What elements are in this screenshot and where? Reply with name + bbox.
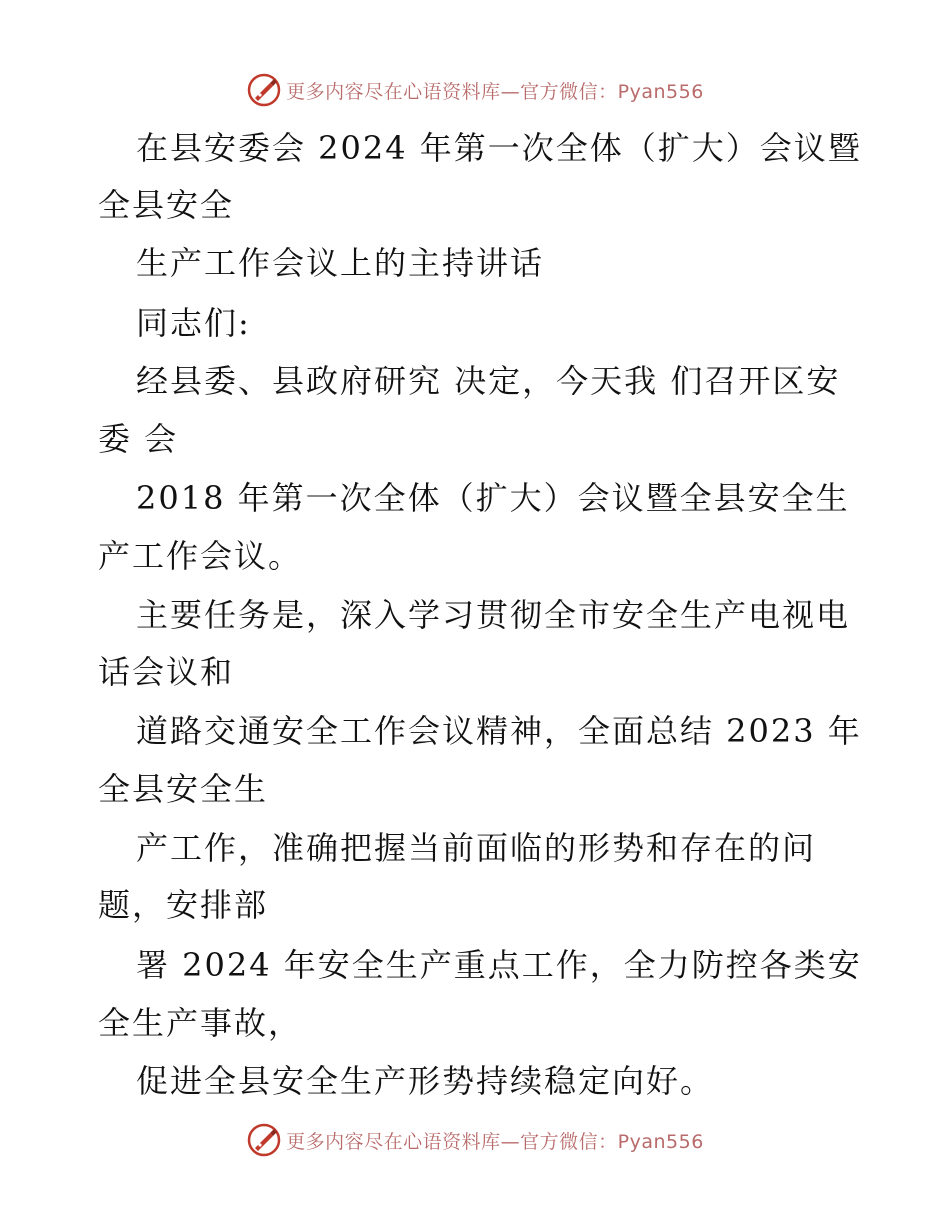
text-line: 主要任务是，深入学习贯彻全市安全生产电视电 (136, 596, 851, 634)
text-line: 促进全县安全生产形势持续稳定向好。 (136, 1062, 715, 1100)
text-line: 委 会 (98, 420, 179, 458)
text-line: 产工作会议。 (98, 537, 303, 575)
text-line: 话会议和 (98, 653, 235, 691)
footer-watermark (0, 1120, 950, 1160)
pen-nib-circle-icon (246, 72, 282, 108)
text-line: 全县安全 (98, 186, 235, 224)
text-line: 生产工作会议上的主持讲话 (136, 244, 545, 282)
text-line: 全生产事故， (98, 1004, 303, 1042)
text-line: 在县安委会 2024 年第一次全体（扩大）会议暨 (136, 129, 862, 167)
watermark-text: 更多内容尽在心语资料库—官方微信：Pyan556 (286, 1130, 704, 1153)
text-line: 署 2024 年安全生产重点工作，全力防控各类安 (136, 946, 862, 984)
header-watermark (0, 70, 950, 110)
text-line: 题，安排部 (98, 886, 269, 924)
text-line: 经县委、县政府研究 决定，今天我 们召开区安 (136, 362, 841, 400)
text-line: 产工作，准确把握当前面临的形势和存在的问 (136, 829, 817, 867)
watermark-text: 更多内容尽在心语资料库—官方微信：Pyan556 (286, 80, 704, 103)
salutation: 同志们: (136, 304, 251, 342)
pen-nib-circle-icon (246, 1122, 282, 1158)
text-line: 全县安全生 (98, 770, 269, 808)
text-line: 道路交通安全工作会议精神，全面总结 2023 年 (136, 712, 862, 750)
text-line: 2018 年第一次全体（扩大）会议暨全县安全生 (136, 479, 850, 517)
